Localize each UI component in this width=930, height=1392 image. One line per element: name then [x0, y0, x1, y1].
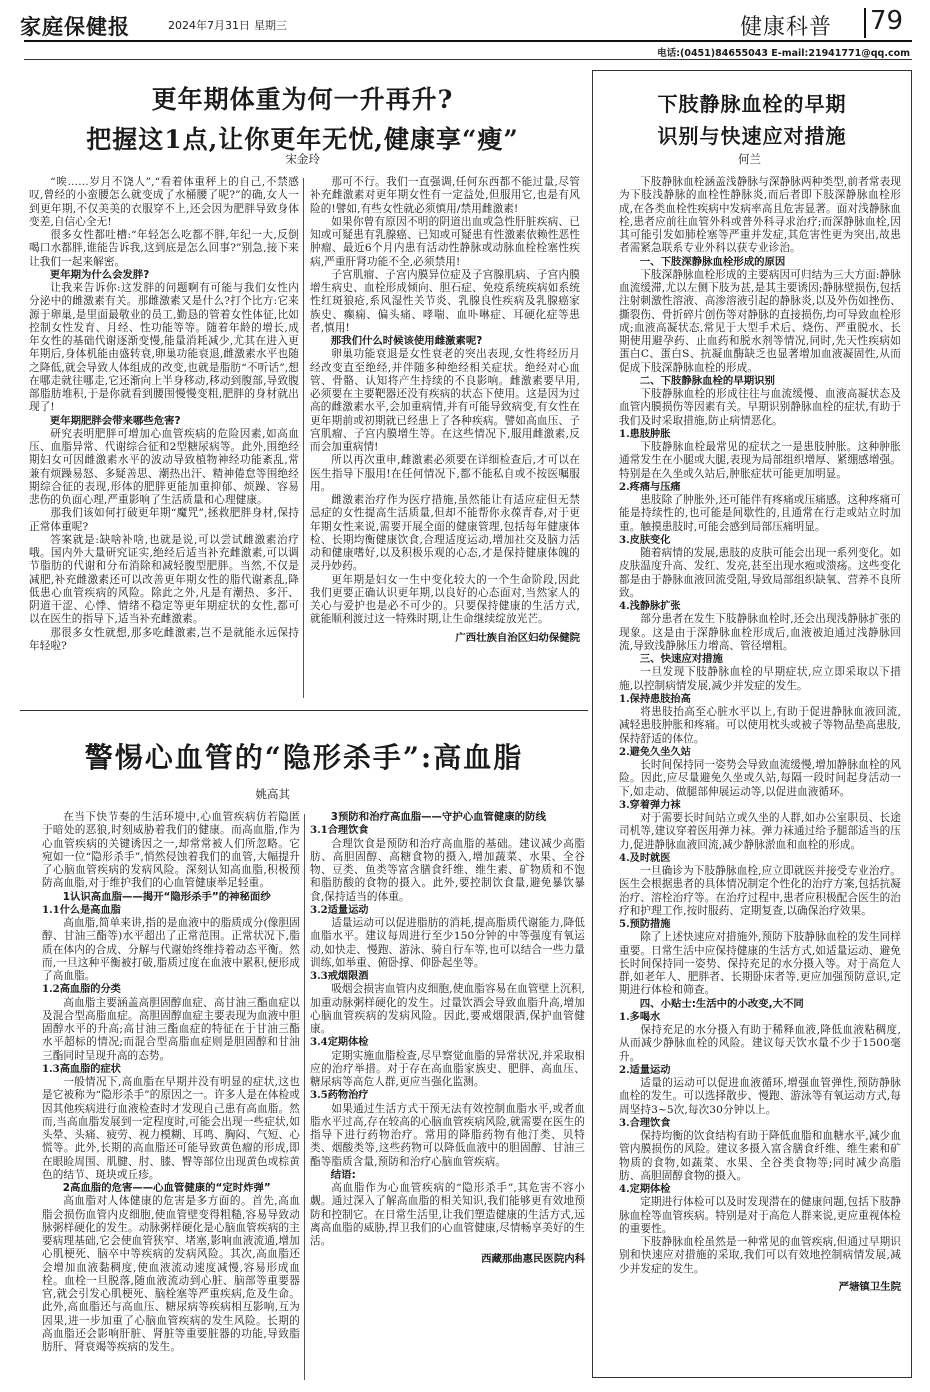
paragraph: 患肢除了肿胀外,还可能伴有疼痛或压痛感。这种疼痛可能是持续性的,也可能是间歇性的,且通常在行走或站立时加重。触摸患肢时,可能会感到局部压痛明显。 — [619, 494, 901, 533]
paragraph: 一旦发现下肢静脉血栓的早期症状,应立即采取以下措施,以控制病情发展,减少并发症的发生。 — [619, 666, 901, 692]
paragraph: 定期实施血脂检查,尽早察觉血脂的异常状况,并采取相应的治疗举措。对于存在高血脂家族史、肥胖、高血压、糖尿病等高危人群,更应当强化监测。 — [310, 1049, 585, 1088]
minor-heading: 4.定期体检 — [619, 1183, 671, 1195]
article-thrombosis-author: 何兰 — [738, 152, 761, 166]
paragraph: 下肢静脉血栓的形成往往与血流缓慢、血液高凝状态及血管内膜损伤等因素有关。早期识别静脉血栓的症状,有助于我们及时采取措施,防止病情恶化。 — [619, 388, 901, 427]
minor-heading: 1.患肢肿胀 — [619, 427, 671, 440]
paragraph: 子宫肌瘤、子宫内膜异位症及子宫腺肌病、子宫内膜增生病史、血栓形成倾向、胆石症、免疫系统疾病如系统性红斑狼疮,系风湿性关节炎、乳腺良性疾病及乳腺癌家族史、癫痫、偏头痛、哮喘、血卟啉症、耳硬化症等患者,慎用! — [310, 268, 580, 334]
paragraph: 如果通过生活方式干预无法有效控制血脂水平,或者血脂水平过高,存在较高的心脑血管疾病风险,就需要在医生的指导下进行药物治疗。常用的降脂药物有他汀类、贝特类、烟酸类等,这些药物可以降低血液中的胆固醇、甘油三酯等脂质含量,预防和治疗心脑血管疾病。 — [310, 1102, 585, 1168]
article-thrombosis-title-1: 下肢静脉血栓的早期 — [657, 92, 847, 116]
paragraph: 高血脂主要涵盖高胆固醇血症、高甘油三酯血症以及混合型高脂血症。高胆固醇血症主要表现为血液中胆固醇水平的升高;高甘油三酯血症的特征在于甘油三酯水平超标的情况;而混合型高脂血症则是胆固醇和甘油三酯同时呈现升高的态势。 — [42, 996, 300, 1062]
article-hyperlipidemia — [20, 716, 588, 1384]
issue-weekday: 星期三 — [254, 19, 287, 32]
paragraph: 长时间保持同一姿势会导致血流缓慢,增加静脉血栓的风险。因此,应尽量避免久坐或久站,每隔一段时间起身活动一下,如走动、做腿部伸展运动等,以促进血液循环。 — [619, 759, 901, 798]
section-name: 健康科普 — [740, 15, 833, 40]
paragraph: 答案就是:缺啥补啥,也就是说,可以尝试雌激素治疗哦。国内外大量研究证实,绝经后适当补充雌激素,可以调节脂肪的代谢和分布消除和减轻腹型肥胖。当然,不仅是减肥,补充雌激素还可以改善更年期女性的脂代谢紊乱,降低患心血管疾病的风险。除此之外,凡是有潮热、多汗、阴道干涩、心悸、情绪不稳定等更年期症状的女性,都可以在医生的指导下,适当补充雌激素。 — [29, 533, 299, 626]
article-menopause-title-2: 把握这1点,让你更年无忧,健康享“瘦” — [86, 125, 519, 154]
paragraph: 吸烟会损害血管内皮细胞,使血脂容易在血管壁上沉积,加重动脉粥样硬化的发生。过量饮酒会导致血脂升高,增加心脑血管疾病的发病风险。因此,要戒烟限酒,保护血管健康。 — [310, 983, 585, 1035]
minor-heading: 1.3高血脂的症状 — [42, 1062, 121, 1075]
minor-heading: 2.避免久坐久站 — [619, 745, 691, 758]
paragraph: 适量运动可以促进脂肪的消耗,提高脂质代谢能力,降低血脂水平。建议每周进行至少150分钟的中等强度有氧运动,如快走、慢跑、游泳、骑自行车等,也可以结合一些力量训练,如举重、俯卧撑、仰卧起坐等。 — [310, 917, 585, 969]
paragraph: 高血脂对人体健康的危害是多方面的。首先,高血脂会损伤血管内皮细胞,使血管壁变得粗糙,容易导致动脉粥样硬化的发生。动脉粥样硬化是心脑血管疾病的主要病理基础,它会使血管狭窄、堵塞,影响血液流通,增加心肌梗死、脑卒中等疾病的发病风险。其次,高血脂还会增加血液黏稠度,使血液流动速度减慢,容易形成血栓。血栓一旦脱落,随血液流动到心脏、脑部等重要器官,就会引发心肌梗死、脑栓塞等严重疾病,危及生命。此外,高血脂还与高血压、糖尿病等疾病相互影响,互为因果,进一步加重了心脑血管疾病的发生风险。长期的高血脂还会影响肝脏、肾脏等重要脏器的功能,导致脂肪肝、肾衰竭等疾病的发生。 — [42, 1195, 300, 1353]
article-menopause-col-2 — [310, 176, 580, 698]
subheading: 2高血脂的危害——心血管健康的“定时炸弹” — [62, 1182, 271, 1194]
minor-heading: 5.预防措施 — [619, 918, 671, 930]
paragraph: 研究表明肥胖可增加心血管疾病的危险因素,如高血压、血脂异常、代谢综合征和2型糖尿病等。此外,围绝经期妇女可因雌激素水平的波动导致植物神经功能紊乱,常兼有烦躁易怒、多疑善思、潮热出汗、精神倦怠等围绝经期综合征的表现,形体的肥胖更能加重抑郁、烦躁、容易悲伤的负面心理,严重影响了生活质量和心理健康。 — [29, 427, 299, 506]
paragraph: 那可不行。我们一直强调,任何东西都不能过量,尽管补充雌激素对更年期女性有一定益处,但服用它,也是有风险的!譬如,有些女性就必须慎用/禁用雌激素! — [310, 176, 580, 215]
minor-heading: 3.5药物治疗 — [310, 1089, 369, 1102]
paragraph: 一旦确诊为下肢静脉血栓,应立即就医并接受专业治疗。医生会根据患者的具体情况制定个性化的治疗方案,包括抗凝治疗、溶栓治疗等。在治疗过程中,患者应积极配合医生的治疗和护理工作,按时服药、定期复查,以确保治疗效果。 — [619, 865, 901, 917]
header-rule — [24, 40, 912, 42]
paragraph: 除了上述快速应对措施外,预防下肢静脉血栓的发生同样重要。日常生活中应保持健康的生活方式,如适量运动、避免长时间保持同一姿势、保持充足的水分摄入等。对于高危人群,如老年人、肥胖者、长期卧床者等,更应加强预防意识,定期进行体检和筛查。 — [619, 931, 901, 997]
article-hyperlipidemia-col-2 — [310, 811, 585, 1381]
article-thrombosis-body — [619, 176, 901, 1378]
paragraph: 在当下快节奏的生活环境中,心血管疾病仿若隐匿于暗处的恶狼,时刻威胁着我们的健康。而高血脂,作为心血管疾病的关键诱因之一,却常常被人们所忽略。它宛如一位“隐形杀手”,悄然侵蚀着我们的血管,大幅提升了心脑血管疾病的发病风险。深刻认知高血脂,积极预防高血脂,对于维护我们的心血管健康举足轻重。 — [42, 811, 300, 890]
paragraph: 高血脂,简单来讲,指的是血液中的脂质成分(像胆固醇、甘油三酯等)水平超出了正常范围。正常状况下,脂质在体内的合成、分解与代谢始终维持着动态平衡。然而,一旦这种平衡被打破,脂质过度在血液中累积,便形成了高血脂。 — [42, 917, 300, 982]
paragraph: 那我们该如何打破更年期“魔咒”,拯救肥胖身材,保持正常体重呢? — [29, 507, 299, 533]
subheading: 一、下肢深静脉血栓形成的原因 — [639, 255, 786, 268]
paragraph: 让我来告诉你:这发胖的问题啊有可能与我们女性内分泌中的雌激素有关。那雌激素又是什么?打个比方:它来源于卵巢,是里面最敬业的员工,勤恳的管着女性体征,比如控制女性发育、月经、性功能等等。随着年龄的增长,成年女性的基础代谢逐渐变慢,能量消耗减少,尤其在进入更年期后,身体机能由盛转衰,卵巢功能衰退,雌激素水平也随之降低,就会导致人体组成的改变,也就是脂肪“不听话”,想在哪走就往哪走,它还渐向上半身移动,移动到腹部,导致腹部脂肪堆积,于是你就看到腰围慢慢变粗,肥胖的身材就出现了! — [29, 282, 299, 414]
article-menopause-author: 宋金玲 — [285, 152, 320, 166]
minor-heading: 3.合理饮食 — [619, 1116, 671, 1129]
article-menopause — [20, 66, 585, 700]
column-rule — [303, 178, 304, 698]
section-rule — [20, 710, 588, 711]
minor-heading: 3.穿着弹力袜 — [619, 798, 681, 811]
subheading: 四、小贴士:生活中的小改变,大不同 — [639, 997, 804, 1010]
paragraph: 所以再次重申,雌激素必须要在详细检查后,才可以在医生指导下服用!在任何情况下,都不能私自或不按医嘱服用。 — [310, 454, 580, 493]
masthead — [18, 6, 918, 42]
article-hyperlipidemia-author: 姚高其 — [255, 787, 290, 801]
minor-heading: 1.1什么是高血脂 — [42, 903, 121, 916]
minor-heading: 2.适量运动 — [619, 1063, 671, 1076]
paragraph: 将患肢抬高至心脏水平以上,有助于促进静脉血液回流,减轻患肢肿胀和疼痛。可以使用枕头或被子等物品垫高患肢,保持舒适的体位。 — [619, 706, 901, 745]
paragraph: 下肢静脉血栓涵盖浅静脉与深静脉两种类型,前者常表现为下肢浅静脉的血栓性静脉炎,而后者即下肢深静脉血栓形成,在各类血栓性疾病中发病率高且危害显著。面对浅静脉血栓,患者应前往血管外科或普外科寻求治疗;而深静脉血栓,因其可能引发如肺栓塞等严重并发症,其危害性更为突出,故患者需紧急联系专业外科以获专业诊治。 — [619, 176, 901, 255]
column-rule — [304, 814, 305, 1380]
subheading: 更年期肥胖会带来哪些危害? — [49, 414, 181, 427]
paper-name: 家庭保健报 — [20, 14, 130, 39]
paragraph: 下肢静脉血栓最常见的症状之一是患肢肿胀。这种肿胀通常发生在小腿或大腿,表现为局部组织增厚、紧绷感增强。特别是在久坐或久站后,肿胀症状可能更加明显。 — [619, 441, 901, 480]
paragraph: 更年期是妇女一生中变化较大的一个生命阶段,因此我们更要正确认识更年期,以良好的心态面对,当然家人的关心与爱护也是必不可少的。只要保持健康的生活方式,就能顺利渡过这一特殊时期,让生命继续绽放光芒。 — [310, 573, 580, 626]
conclusion-heading: 结语: — [330, 1168, 356, 1181]
article-hyperlipidemia-col-1 — [42, 811, 300, 1381]
paragraph: 很多女性都吐槽:“年轻怎么吃都不胖,年纪一大,反倒喝口水都胖,谁能告诉我,这到底是怎么回事?”别急,接下来让我们一起来解密。 — [29, 229, 299, 268]
article-menopause-col-1 — [29, 176, 299, 698]
article-menopause-source: 广西壮族自治区妇幼保健院 — [455, 631, 580, 644]
subheading: 更年期为什么会发胖? — [49, 268, 150, 281]
issue-date: 2024年7月31日 — [168, 19, 250, 32]
minor-heading: 3.1合理饮食 — [310, 824, 369, 837]
subheading: 3预防和治疗高血脂——守护心血管健康的防线 — [330, 811, 546, 823]
minor-heading: 4.及时就医 — [619, 851, 671, 864]
paragraph: 雌激素治疗作为医疗措施,虽然能让有适应症但无禁忌症的女性提高生活质量,但却不能帮你永葆青春,对于更年期女性来说,需要开展全面的健康管理,包括每年健康体检、长期均衡健康饮食,合理适度运动,增加社交及脑力活动和健康嗜好,以及积极乐观的心态,才是保持健康体魄的灵丹妙药。 — [310, 494, 580, 573]
article-thrombosis-source: 严塘镇卫生院 — [838, 1280, 901, 1293]
page-number: 79 — [870, 6, 904, 36]
article-hyperlipidemia-title: 警惕心血管的“隐形杀手”:高血脂 — [84, 741, 524, 774]
paragraph: 部分患者在发生下肢静脉血栓时,还会出现浅静脉扩张的现象。这是由于深静脉血栓形成后,血液被迫通过浅静脉回流,导致浅静脉压力增高、管径增粗。 — [619, 613, 901, 652]
minor-heading: 3.皮肤变化 — [619, 533, 671, 546]
subheading: 1认识高血脂——揭开“隐形杀手”的神秘面纱 — [62, 890, 271, 903]
paragraph: 下肢深静脉血栓形成的主要病因可归结为三大方面:静脉血流缓滞,尤以左侧下肢为甚,是其主要诱因;静脉壁损伤,包括注射刺激性溶液、高渗溶液引起的静脉炎,以及外伤如挫伤、撕裂伤、骨折碎片创伤等对静脉的直接损伤,均可导致血栓形成;血液高凝状态,常见于大型手术后、烧伤、严重脱水、长期使用避孕药、止血药和脱水剂等情况,同时,先天性疾病如蛋白C、蛋白S、抗凝血酶缺乏也显著增加血液凝固性,从而促成下肢深静脉血栓的形成。 — [619, 268, 901, 374]
article-menopause-title-1: 更年期体重为何一升再升? — [151, 85, 454, 114]
paragraph: 下肢静脉血栓虽然是一种常见的血管疾病,但通过早期识别和快速应对措施的采取,我们可以有效地控制病情发展,减少并发症的发生。 — [619, 1236, 901, 1275]
minor-heading: 3.3戒烟限酒 — [310, 970, 369, 982]
minor-heading: 1.多喝水 — [619, 1010, 661, 1023]
paragraph: 定期进行体检可以及时发现潜在的健康问题,包括下肢静脉血栓等血管疾病。特别是对于高危人群来说,更应重视体检的重要性。 — [619, 1196, 901, 1235]
paragraph: 对于需要长时间站立或久坐的人群,如办公室职员、长途司机等,建议穿着医用弹力袜。弹力袜通过给予腿部适当的压力,促进静脉血液回流,减少静脉淤血和血栓的形成。 — [619, 812, 901, 851]
minor-heading: 1.2高血脂的分类 — [42, 983, 121, 996]
minor-heading: 3.4定期体检 — [310, 1036, 369, 1049]
subheading: 那我们什么时候该使用雌激素呢? — [330, 335, 483, 347]
paragraph: 如果你曾有原因不明的阴道出血或急性肝脏疾病、已知或可疑患有乳腺癌、已知或可疑患有性激素依赖性恶性肿瘤、最近6个月内患有活动性静脉或动脉血栓栓塞性疾病,严重肝肾功能不全,必须禁用! — [310, 215, 580, 268]
paragraph: “唉……岁月不饶人”,“看着体重秤上的自己,不禁感叹,曾经的小蛮腰怎么就变成了水桶腰了呢?”的确,女人一到更年期,不仅美美的衣服穿不上,还会因为肥胖导致身体变差,自信心全无! — [29, 176, 299, 228]
article-hyperlipidemia-source: 西藏那曲惠民医院内科 — [481, 1253, 585, 1266]
minor-heading: 4.浅静脉扩张 — [619, 600, 681, 612]
contact-line: 电话:(0451)84655043 E-mail:21941771@qq.com — [657, 48, 910, 59]
paragraph: 一般情况下,高血脂在早期并没有明显的症状,这也是它被称为“隐形杀手”的原因之一。许多人是在体检或因其他疾病进行血液检查时才发现自己患有高血脂。然而,当高血脂发展到一定程度时,可能会出现一些症状,如头晕、头痛、疲劳、视力模糊、耳鸣、胸闷、气短、心慌等。此外,长期的高血脂还可能导致黄色瘤的形成,即在眼睑周围、肌腱、肘、膝、臀等部位出现黄色或棕黄色的结节、斑块或丘疹。 — [42, 1076, 300, 1181]
paragraph: 高血脂作为心血管疾病的“隐形杀手”,其危害不容小觑。通过深入了解高血脂的相关知识,我们能够更有效地预防和控制它。在日常生活里,让我们塑造健康的生活方式,远离高血脂的威胁,捍卫我们的心血管健康,尽情畅享美好的生活。 — [310, 1182, 585, 1247]
contact-rule — [24, 59, 912, 60]
paragraph: 随着病情的发展,患肢的皮肤可能会出现一系列变化。如皮肤温度升高、发红、发亮,甚至出现水疱或溃疡。这些变化都是由于静脉血液回流受阻,导致局部组织缺氧、营养不良所致。 — [619, 547, 901, 599]
minor-heading: 3.2适量运动 — [310, 903, 369, 916]
paragraph: 卵巢功能衰退是女性衰老的突出表现,女性将经历月经改变直至绝经,并伴随多种绝经相关症状。绝经对心血管、骨骼、认知将产生持续的不良影响。雌激素要早用,必须要在主要靶器还没有疾病的状态下使用。这是因为过高的雌激素水平,会加重病情,并有可能导致病变,有女性在更年期前或初期就已经患上了各种疾病。譬如高血压、子宫肌瘤、子宫内膜增生等。在这些情况下,服用雌激素,反而会加重病情! — [310, 348, 580, 453]
paragraph: 那很多女性就想,那多吃雌激素,岂不是就能永远保持年轻啦? — [29, 626, 299, 652]
paragraph: 保持充足的水分摄入有助于稀释血液,降低血液粘稠度,从而减少静脉血栓的风险。建议每天饮水量不少于1500毫升。 — [619, 1024, 901, 1063]
minor-heading: 2.疼痛与压痛 — [619, 480, 681, 493]
article-thrombosis-title-2: 识别与快速应对措施 — [657, 124, 847, 148]
minor-heading: 1.保持患肢抬高 — [619, 692, 691, 705]
paragraph: 合理饮食是预防和治疗高血脂的基础。建议减少高脂肪、高胆固醇、高糖食物的摄入,增加蔬菜、水果、全谷物、豆类、鱼类等富含膳食纤维、维生素、矿物质和不饱和脂肪酸的食物的摄入。此外,要控制饮食量,避免暴饮暴食,保持适当的体重。 — [310, 837, 585, 903]
page-divider — [864, 8, 866, 38]
paragraph: 保持均衡的饮食结构有助于降低血脂和血糖水平,减少血管内膜损伤的风险。建议多摄入富含膳食纤维、维生素和矿物质的食物,如蔬菜、水果、全谷类食物等;同时减少高脂肪、高胆固醇食物的摄入。 — [619, 1130, 901, 1182]
paragraph: 适量的运动可以促进血液循环,增强血管弹性,预防静脉血栓的发生。可以选择散步、慢跑、游泳等有氧运动方式,每周坚持3~5次,每次30分钟以上。 — [619, 1077, 901, 1116]
subheading: 二、下肢静脉血栓的早期识别 — [639, 374, 775, 387]
article-thrombosis — [592, 70, 912, 1378]
subheading: 三、快速应对措施 — [639, 653, 723, 665]
